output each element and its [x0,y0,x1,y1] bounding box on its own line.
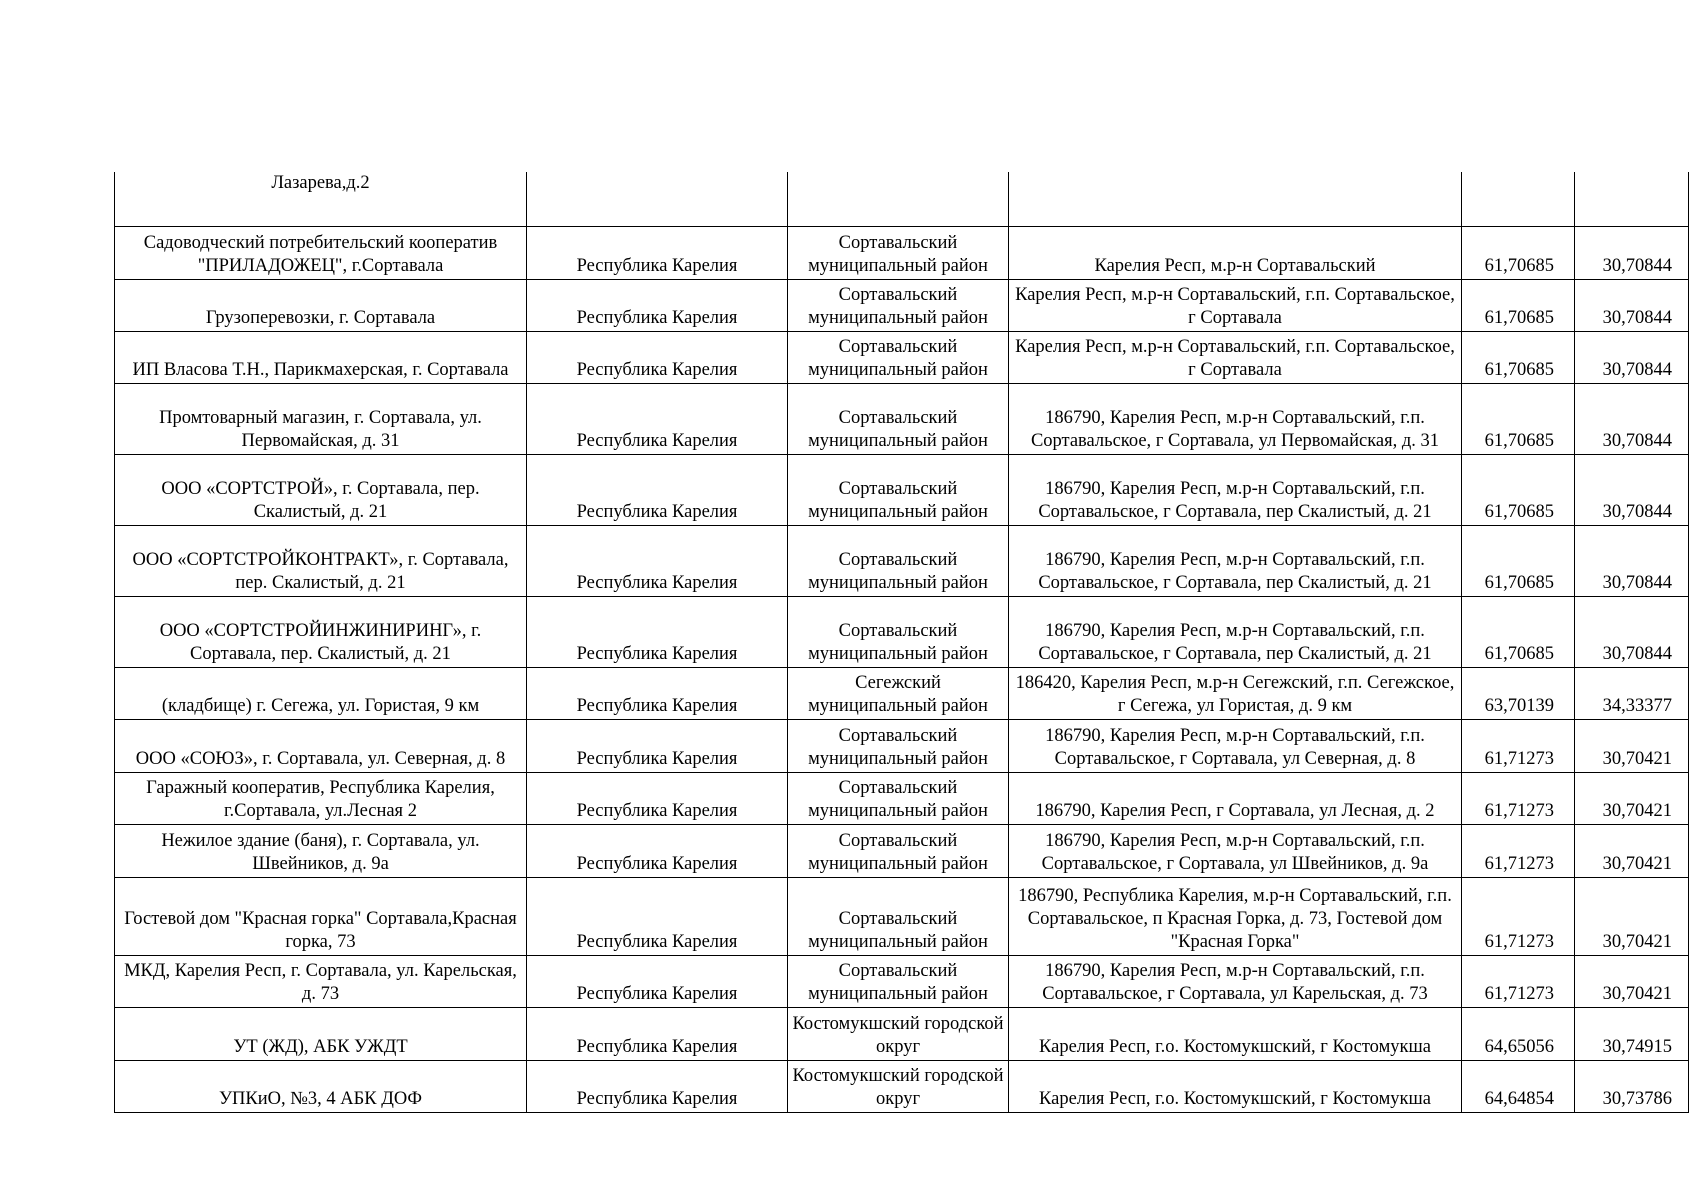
table-row [115,279,1689,331]
address-cell: Карелия Респ, м.р-н Сортавальский, г.п. Сортавальское, г Сортавала [1009,279,1462,331]
address-cell: Карелия Респ, м.р-н Сортавальский, г.п. Сортавальское, г Сортавала [1009,331,1462,383]
district-cell: Сортавальский муниципальный район [788,331,1009,383]
district-cell: Костомукшский городской округ [788,1007,1009,1060]
region-cell: Республика Карелия [527,331,788,383]
table-row [115,172,1689,226]
longitude-cell: 30,70421 [1575,955,1689,1007]
longitude-cell: 30,70421 [1575,877,1689,955]
table-row [115,454,1689,525]
organization-name-cell: УТ (ЖД), АБК УЖДТ [115,1007,527,1060]
region-cell: Республика Карелия [527,719,788,772]
address-cell: Карелия Респ, г.о. Костомукшский, г Костомукша [1009,1007,1462,1060]
latitude-cell: 61,71273 [1462,955,1575,1007]
district-cell: Сортавальский муниципальный район [788,719,1009,772]
longitude-cell: 30,70421 [1575,772,1689,824]
address-cell [1009,172,1462,226]
district-cell: Сортавальский муниципальный район [788,772,1009,824]
latitude-cell: 61,71273 [1462,877,1575,955]
table-row [115,525,1689,596]
address-cell: 186790, Карелия Респ, м.р-н Сортавальский, г.п. Сортавальское, г Сортавала, ул Швейников, д. 9а [1009,824,1462,877]
district-cell: Сортавальский муниципальный район [788,596,1009,667]
organizations-table [114,172,1689,1113]
latitude-cell [1462,172,1575,226]
address-cell: 186790, Республика Карелия, м.р-н Сортавальский, г.п. Сортавальское, п Красная Горка, д. 73, Гостевой дом "Красная Горка" [1009,877,1462,955]
latitude-cell: 61,70685 [1462,525,1575,596]
longitude-cell: 30,70844 [1575,279,1689,331]
latitude-cell: 61,71273 [1462,719,1575,772]
organization-name-cell: Грузоперевозки, г. Сортавала [115,279,527,331]
table-row [115,226,1689,279]
region-cell: Республика Карелия [527,1007,788,1060]
address-cell: 186790, Карелия Респ, г Сортавала, ул Лесная, д. 2 [1009,772,1462,824]
region-cell: Республика Карелия [527,596,788,667]
table-row [115,824,1689,877]
organization-name-cell: Гаражный кооператив, Республика Карелия, г.Сортавала, ул.Лесная 2 [115,772,527,824]
region-cell: Республика Карелия [527,772,788,824]
longitude-cell: 30,70844 [1575,331,1689,383]
district-cell: Сортавальский муниципальный район [788,525,1009,596]
longitude-cell: 30,73786 [1575,1060,1689,1112]
organization-name-cell: ООО «СОРТСТРОЙИНЖИНИРИНГ», г. Сортавала, пер. Скалистый, д. 21 [115,596,527,667]
longitude-cell: 30,70844 [1575,226,1689,279]
organization-name-cell: Гостевой дом "Красная горка" Сортавала,Красная горка, 73 [115,877,527,955]
longitude-cell: 30,74915 [1575,1007,1689,1060]
latitude-cell: 61,70685 [1462,454,1575,525]
region-cell: Республика Карелия [527,525,788,596]
organization-name-cell: Промтоварный магазин, г. Сортавала, ул. Первомайская, д. 31 [115,383,527,454]
table-row [115,877,1689,955]
latitude-cell: 61,70685 [1462,383,1575,454]
latitude-cell: 61,70685 [1462,226,1575,279]
district-cell: Сегежский муниципальный район [788,667,1009,719]
table-row [115,955,1689,1007]
longitude-cell [1575,172,1689,226]
district-cell: Сортавальский муниципальный район [788,955,1009,1007]
address-cell: 186790, Карелия Респ, м.р-н Сортавальский, г.п. Сортавальское, г Сортавала, ул Первомайская, д. 31 [1009,383,1462,454]
organization-name-cell: МКД, Карелия Респ, г. Сортавала, ул. Карельская, д. 73 [115,955,527,1007]
organization-name-cell: (кладбище) г. Сегежа, ул. Гористая, 9 км [115,667,527,719]
region-cell: Республика Карелия [527,226,788,279]
longitude-cell: 34,33377 [1575,667,1689,719]
organization-name-cell: Садоводческий потребительский кооператив "ПРИЛАДОЖЕЦ", г.Сортавала [115,226,527,279]
organization-name-cell: ООО «СОРТСТРОЙ», г. Сортавала, пер. Скалистый, д. 21 [115,454,527,525]
region-cell: Республика Карелия [527,279,788,331]
table-row [115,596,1689,667]
latitude-cell: 61,70685 [1462,331,1575,383]
latitude-cell: 61,70685 [1462,596,1575,667]
organization-name-cell: Лазарева,д.2 [115,172,527,226]
organization-name-cell: ИП Власова Т.Н., Парикмахерская, г. Сортавала [115,331,527,383]
longitude-cell: 30,70421 [1575,824,1689,877]
region-cell: Республика Карелия [527,383,788,454]
district-cell: Сортавальский муниципальный район [788,877,1009,955]
region-cell: Республика Карелия [527,877,788,955]
address-cell: 186420, Карелия Респ, м.р-н Сегежский, г.п. Сегежское, г Сегежа, ул Гористая, д. 9 км [1009,667,1462,719]
address-cell: 186790, Карелия Респ, м.р-н Сортавальский, г.п. Сортавальское, г Сортавала, пер Скалистый, д. 21 [1009,596,1462,667]
latitude-cell: 61,70685 [1462,279,1575,331]
organization-name-cell: ООО «СОРТСТРОЙКОНТРАКТ», г. Сортавала, пер. Скалистый, д. 21 [115,525,527,596]
district-cell [788,172,1009,226]
latitude-cell: 64,65056 [1462,1007,1575,1060]
longitude-cell: 30,70844 [1575,383,1689,454]
district-cell: Сортавальский муниципальный район [788,454,1009,525]
region-cell: Республика Карелия [527,955,788,1007]
district-cell: Сортавальский муниципальный район [788,824,1009,877]
longitude-cell: 30,70844 [1575,454,1689,525]
address-cell: Карелия Респ, м.р-н Сортавальский [1009,226,1462,279]
table-row [115,1007,1689,1060]
region-cell [527,172,788,226]
table-row [115,667,1689,719]
address-cell: 186790, Карелия Респ, м.р-н Сортавальский, г.п. Сортавальское, г Сортавала, пер Скалистый, д. 21 [1009,454,1462,525]
region-cell: Республика Карелия [527,1060,788,1112]
address-cell: 186790, Карелия Респ, м.р-н Сортавальский, г.п. Сортавальское, г Сортавала, пер Скалистый, д. 21 [1009,525,1462,596]
district-cell: Сортавальский муниципальный район [788,383,1009,454]
district-cell: Сортавальский муниципальный район [788,279,1009,331]
table-row [115,1060,1689,1112]
longitude-cell: 30,70844 [1575,525,1689,596]
latitude-cell: 63,70139 [1462,667,1575,719]
longitude-cell: 30,70844 [1575,596,1689,667]
address-cell: 186790, Карелия Респ, м.р-н Сортавальский, г.п. Сортавальское, г Сортавала, ул Северная, д. 8 [1009,719,1462,772]
organization-name-cell: Нежилое здание (баня), г. Сортавала, ул. Швейников, д. 9а [115,824,527,877]
table-row [115,719,1689,772]
organization-name-cell: УПКиО, №3, 4 АБК ДОФ [115,1060,527,1112]
latitude-cell: 61,71273 [1462,772,1575,824]
organization-name-cell: ООО «СОЮЗ», г. Сортавала, ул. Северная, д. 8 [115,719,527,772]
table-row [115,772,1689,824]
table-row [115,331,1689,383]
region-cell: Республика Карелия [527,824,788,877]
latitude-cell: 64,64854 [1462,1060,1575,1112]
latitude-cell: 61,71273 [1462,824,1575,877]
district-cell: Костомукшский городской округ [788,1060,1009,1112]
table-row [115,383,1689,454]
longitude-cell: 30,70421 [1575,719,1689,772]
address-cell: Карелия Респ, г.о. Костомукшский, г Костомукша [1009,1060,1462,1112]
district-cell: Сортавальский муниципальный район [788,226,1009,279]
address-cell: 186790, Карелия Респ, м.р-н Сортавальский, г.п. Сортавальское, г Сортавала, ул Карельская, д. 73 [1009,955,1462,1007]
region-cell: Республика Карелия [527,667,788,719]
region-cell: Республика Карелия [527,454,788,525]
